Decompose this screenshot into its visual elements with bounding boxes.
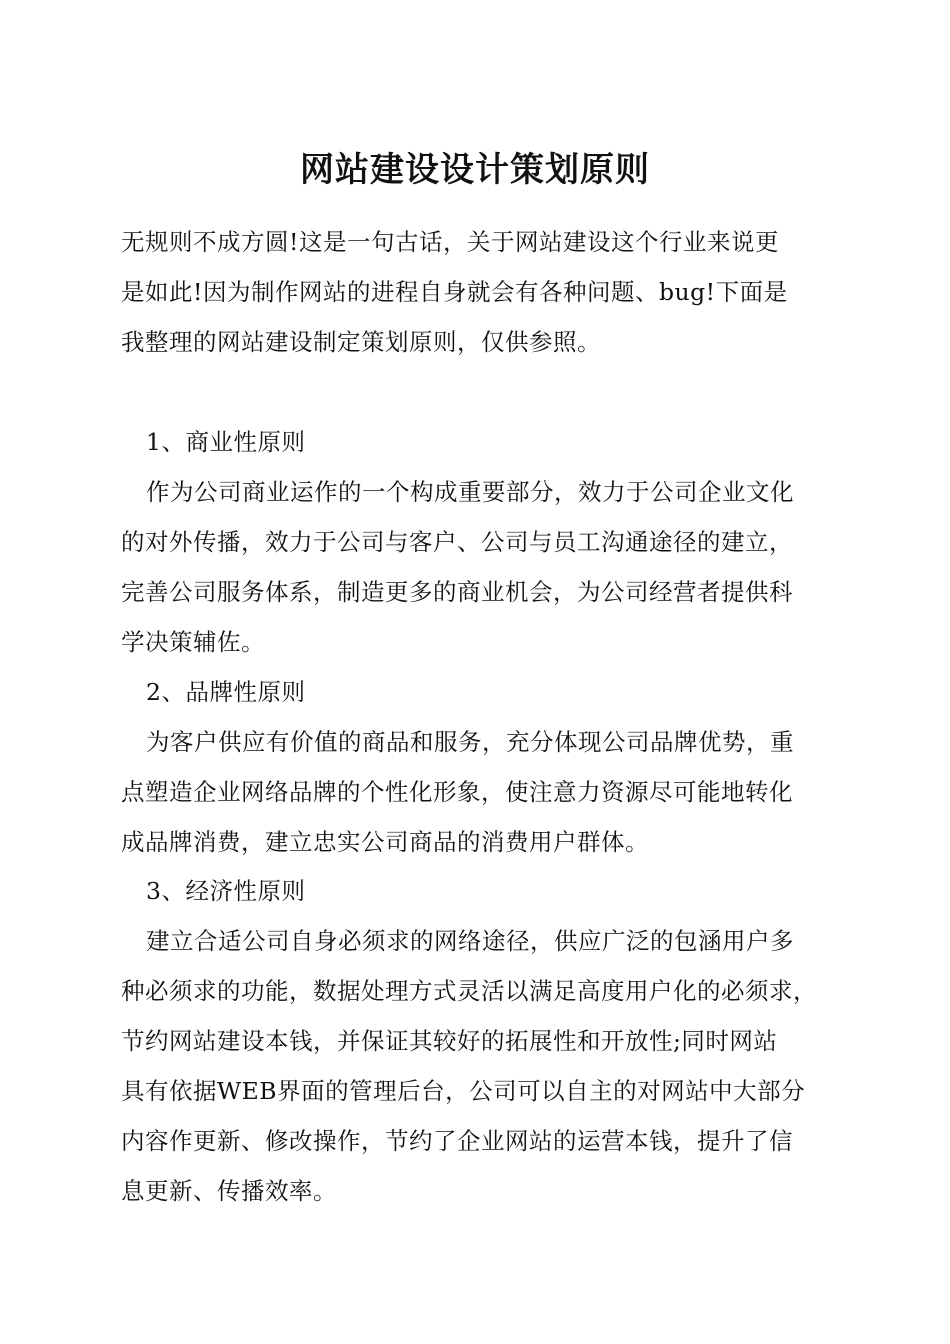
section-heading: 1、商业性原则 [146, 428, 306, 456]
paragraph-line: 的对外传播，效力于公司与客户、公司与员工沟通途径的建立， [121, 528, 793, 556]
paragraph-line: 具有依据WEB界面的管理后台，公司可以自主的对网站中大部分 [121, 1077, 806, 1105]
paragraph-line: 息更新、传播效率。 [121, 1177, 337, 1205]
section-heading: 3、经济性原则 [146, 877, 306, 905]
document-title: 网站建设设计策划原则 [300, 150, 650, 190]
paragraph-line: 点塑造企业网络品牌的个性化形象，使注意力资源尽可能地转化 [121, 778, 793, 806]
paragraph-line: 为客户供应有价值的商品和服务，充分体现公司品牌优势，重 [146, 728, 794, 756]
intro-line: 是如此!因为制作网站的进程自身就会有各种问题、bug!下面是 [121, 278, 788, 306]
paragraph-line: 成品牌消费，建立忠实公司商品的消费用户群体。 [121, 828, 649, 856]
paragraph-line: 学决策辅佐。 [121, 628, 265, 656]
paragraph-line: 完善公司服务体系，制造更多的商业机会，为公司经营者提供科 [121, 578, 793, 606]
intro-line: 我整理的网站建设制定策划原则，仅供参照。 [121, 328, 601, 356]
intro-line: 无规则不成方圆!这是一句古话，关于网站建设这个行业来说更 [121, 228, 779, 256]
paragraph-line: 作为公司商业运作的一个构成重要部分，效力于公司企业文化 [146, 478, 794, 506]
paragraph-line: 节约网站建设本钱，并保证其较好的拓展性和开放性;同时网站 [121, 1027, 778, 1055]
paragraph-line: 种必须求的功能，数据处理方式灵活以满足高度用户化的必须求， [121, 977, 817, 1005]
section-heading: 2、品牌性原则 [146, 678, 306, 706]
paragraph-line: 建立合适公司自身必须求的网络途径，供应广泛的包涵用户多 [146, 927, 794, 955]
paragraph-line: 内容作更新、修改操作，节约了企业网站的运营本钱，提升了信 [121, 1127, 793, 1155]
